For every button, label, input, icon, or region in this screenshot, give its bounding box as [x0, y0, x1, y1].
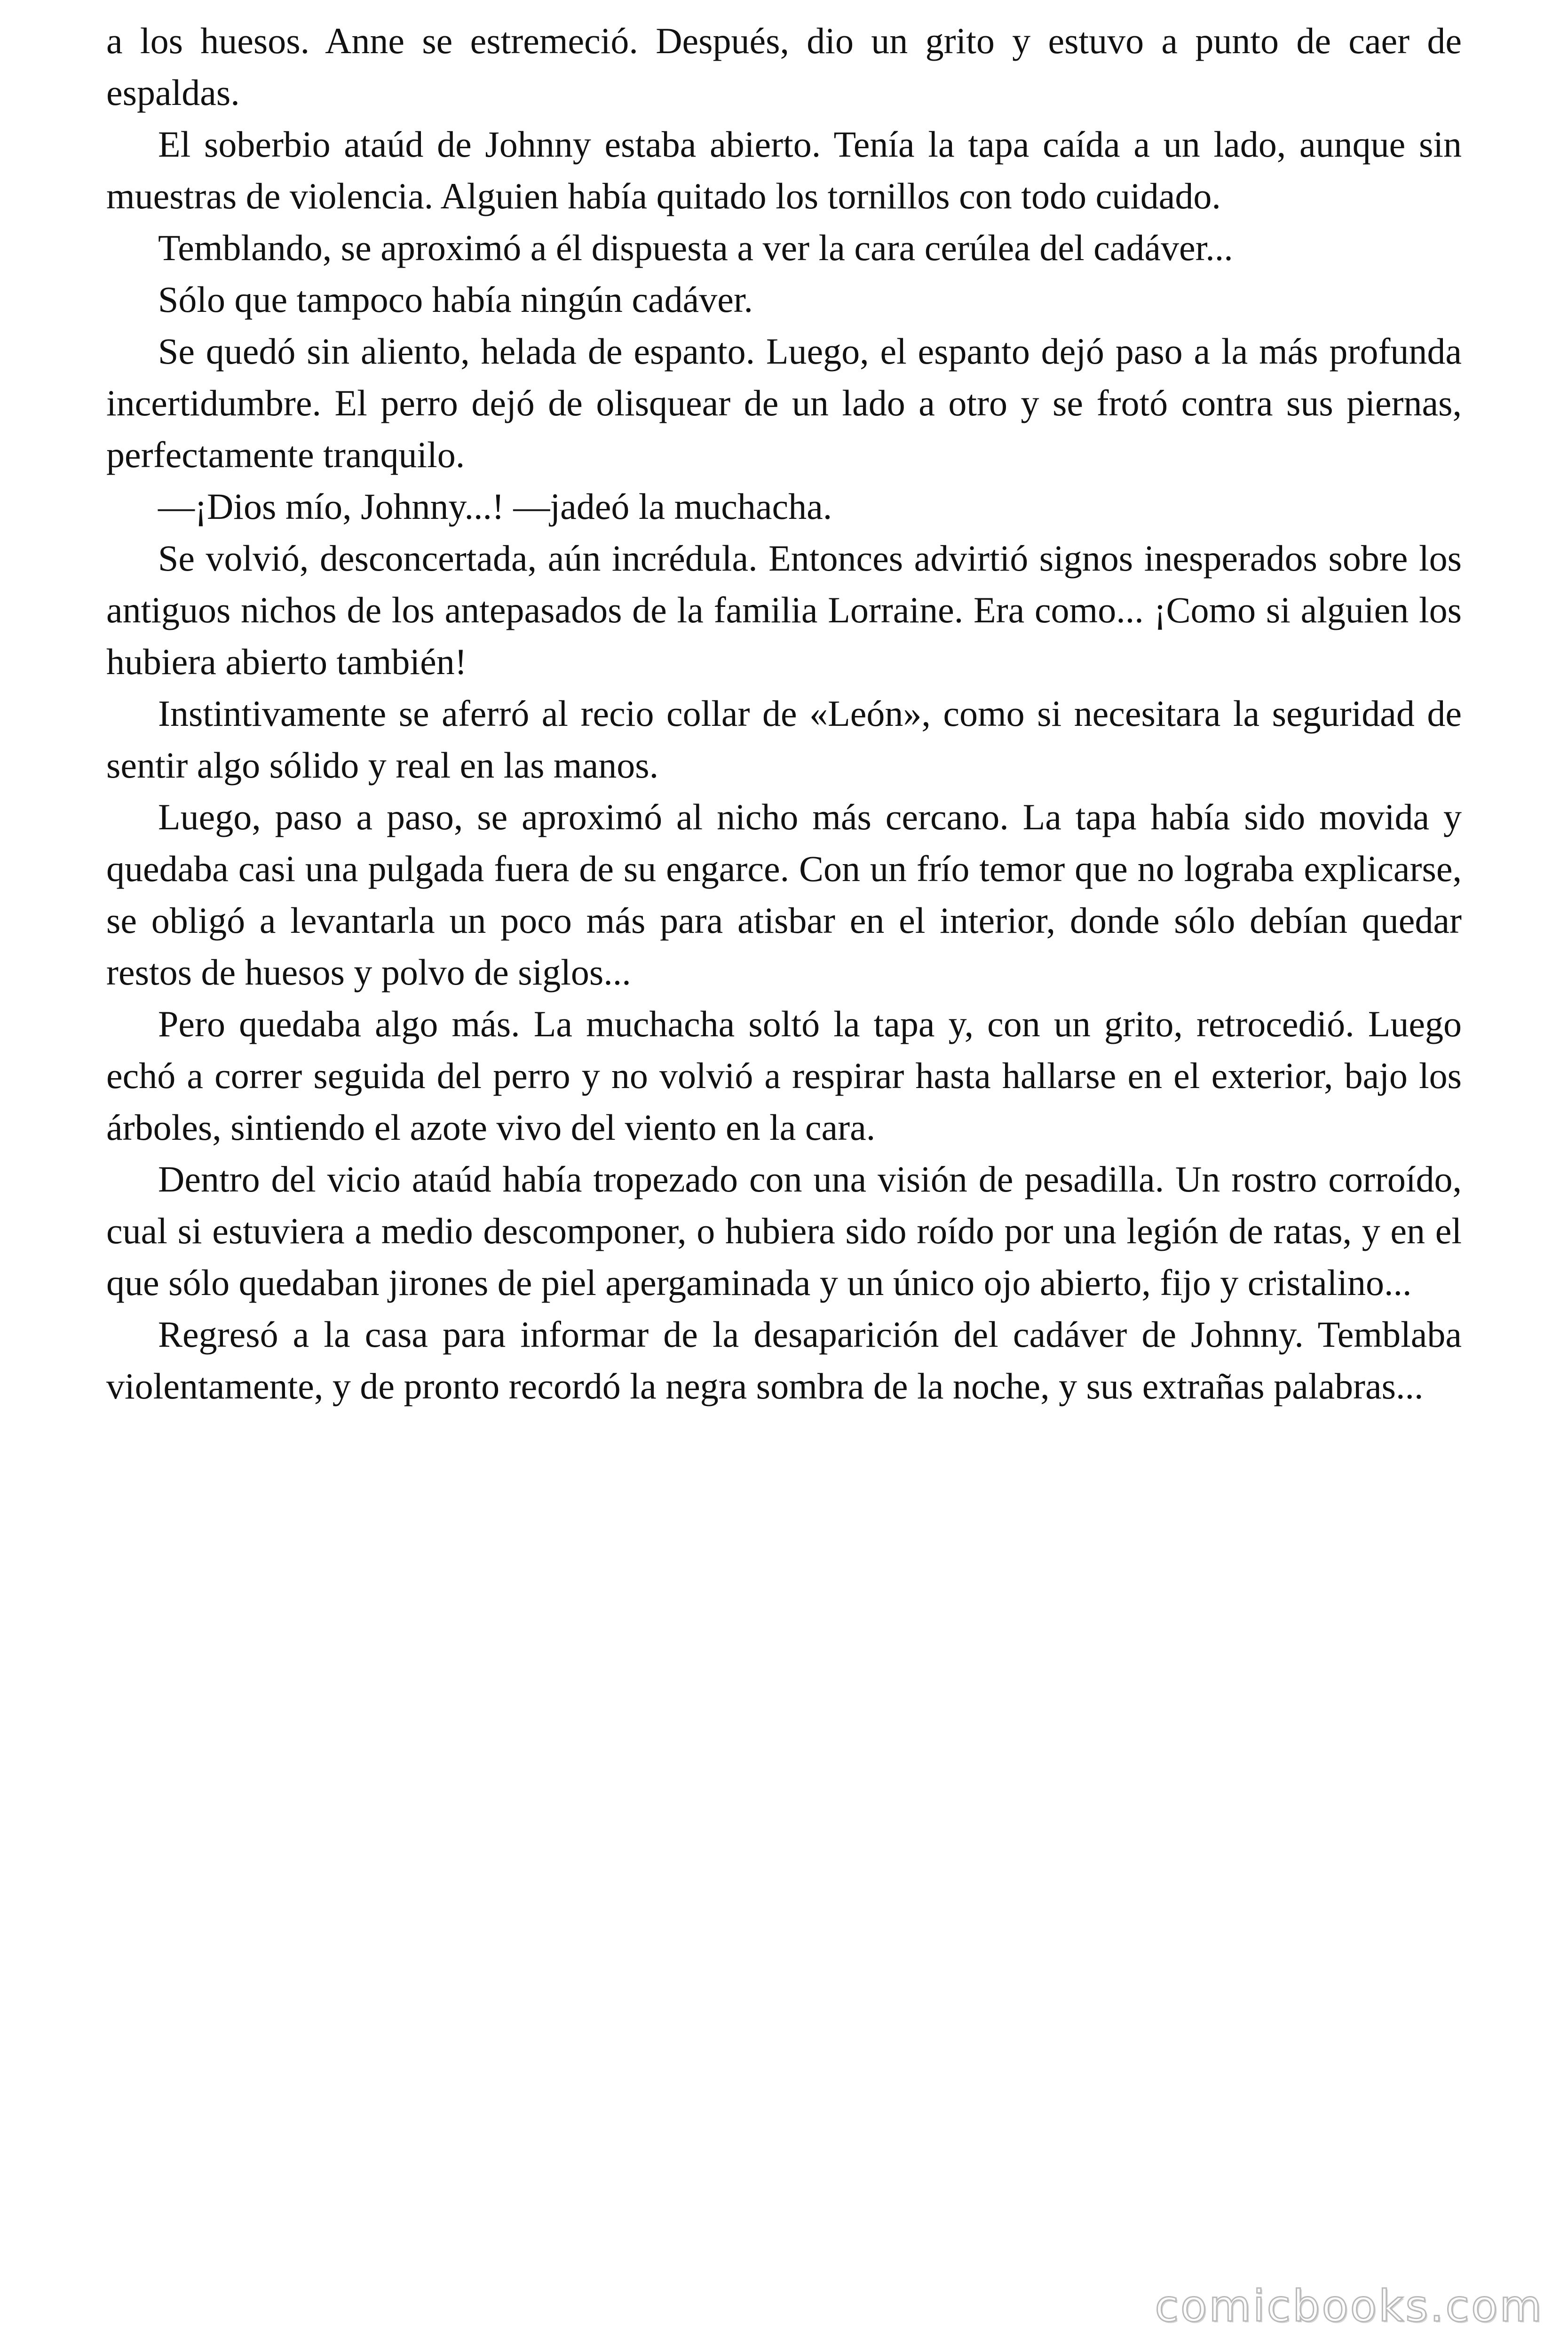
paragraph-4: Sólo que tampoco había ningún cadáver.: [158, 279, 753, 320]
paragraph-1: a los huesos. Anne se estremeció. Después, dio un grito y estuvo a punto de caer de espaldas.: [106, 20, 1462, 113]
watermark: comicbooks.com: [1155, 2281, 1544, 2331]
paragraph-12: Regresó a la casa para informar de la desaparición del cadáver de Johnny. Temblaba violentamente, y de pronto recordó la negra sombra de la noche, y sus extrañas palabras...: [106, 1314, 1462, 1406]
paragraph-10: Pero quedaba algo más. La muchacha soltó la tapa y, con un grito, retrocedió. Luego echó a correr seguida del perro y no volvió a respirar hasta hallarse en el exterior, bajo los árboles, sintiendo el azote vivo del viento en la cara.: [106, 1003, 1462, 1148]
paragraph-9: Luego, paso a paso, se aproximó al nicho más cercano. La tapa había sido movida y quedaba casi una pulgada fuera de su engarce. Con un frío temor que no lograba explicarse, se obligó a levantarla un poco más para atisbar en el interior, donde sólo debían quedar restos de huesos y polvo de siglos...: [106, 796, 1462, 993]
paragraph-11: Dentro del vicio ataúd había tropezado con una visión de pesadilla. Un rostro corroído, cual si estuviera a medio descomponer, o hubiera sido roído por una legión de ratas, y en el que sólo quedaban jirones de piel apergaminada y un único ojo abierto, fijo y cristalino...: [106, 1159, 1462, 1303]
paragraph-3: Temblando, se aproximó a él dispuesta a ver la cara cerúlea del cadáver...: [158, 227, 1233, 268]
paragraph-6: —¡Dios mío, Johnny...! —jadeó la muchacha.: [158, 486, 832, 527]
paragraph-5: Se quedó sin aliento, helada de espanto. Luego, el espanto dejó paso a la más profunda incertidumbre. El perro dejó de olisquear de un lado a otro y se frotó contra sus piernas, perfectamente tranquilo.: [106, 331, 1462, 475]
paragraph-2: El soberbio ataúd de Johnny estaba abierto. Tenía la tapa caída a un lado, aunque sin muestras de violencia. Alguien había quitado los tornillos con todo cuidado.: [106, 124, 1462, 216]
paragraph-7: Se volvió, desconcertada, aún incrédula. Entonces advirtió signos inesperados sobre los antiguos nichos de los antepasados de la familia Lorraine. Era como... ¡Como si alguien los hubiera abierto también!: [106, 538, 1462, 682]
body-text: [106, 15, 1462, 1412]
paragraph-8: Instintivamente se aferró al recio collar de «León», como si necesitara la seguridad de sentir algo sólido y real en las manos.: [106, 693, 1462, 786]
